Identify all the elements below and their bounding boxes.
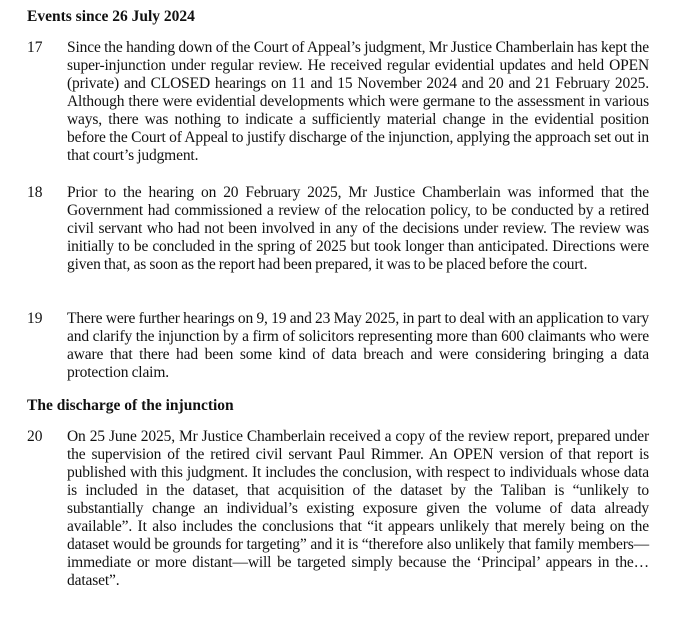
section-heading-discharge: The discharge of the injunction (27, 397, 234, 414)
paragraph-number: 20 (27, 428, 43, 445)
paragraph-number: 17 (27, 39, 43, 56)
section-heading-events: Events since 26 July 2024 (27, 8, 195, 25)
paragraph-text: Prior to the hearing on 20 February 2025, Mr Justice Chamberlain was informed that the Government had commissioned a review of the relocation policy, to be conducted by a retired civil servant who had not been involved in any of the decisions under review. The review was initially to be concluded in the spring of 2025 but took longer than anticipated. Directions were given that, as soon as the report had been prepared, it was to be placed before the court. (67, 184, 649, 273)
paragraph-number: 19 (27, 310, 43, 327)
paragraph-text: On 25 June 2025, Mr Justice Chamberlain received a copy of the review report, prepared under the supervision of the retired civil servant Paul Rimmer. An OPEN version of that report is published with this judgment. It includes the conclusion, with respect to individuals whose data is included in the dataset, that acquisition of the dataset by the Taliban is “unlikely to substantially change an individual’s existing exposure given the volume of data already available”. It also includes the conclusions that “it appears unlikely that merely being on the dataset would be grounds for targeting” and it is “therefore also unlikely that family members—immediate or more distant—will be targeted simply because the ‘Principal’ appears in the… dataset”. (67, 428, 649, 589)
paragraph-number: 18 (27, 184, 43, 201)
paragraph-text: Since the handing down of the Court of Appeal’s judgment, Mr Justice Chamberlain has kept the super-injunction under regular review. He received regular evidential updates and held OPEN (private) and CLOSED hearings on 11 and 15 November 2024 and 20 and 21 February 2025. Although there were evidential developments which were germane to the assessment in various ways, there was nothing to indicate a sufficiently material change in the evidential position before the Court of Appeal to justify discharge of the injunction, applying the approach set out in that court’s judgment. (67, 39, 649, 164)
paragraph-text: There were further hearings on 9, 19 and 23 May 2025, in part to deal with an application to vary and clarify the injunction by a firm of solicitors representing more than 600 claimants who were aware that there had been some kind of data breach and were considering bringing a data protection claim. (67, 310, 649, 381)
